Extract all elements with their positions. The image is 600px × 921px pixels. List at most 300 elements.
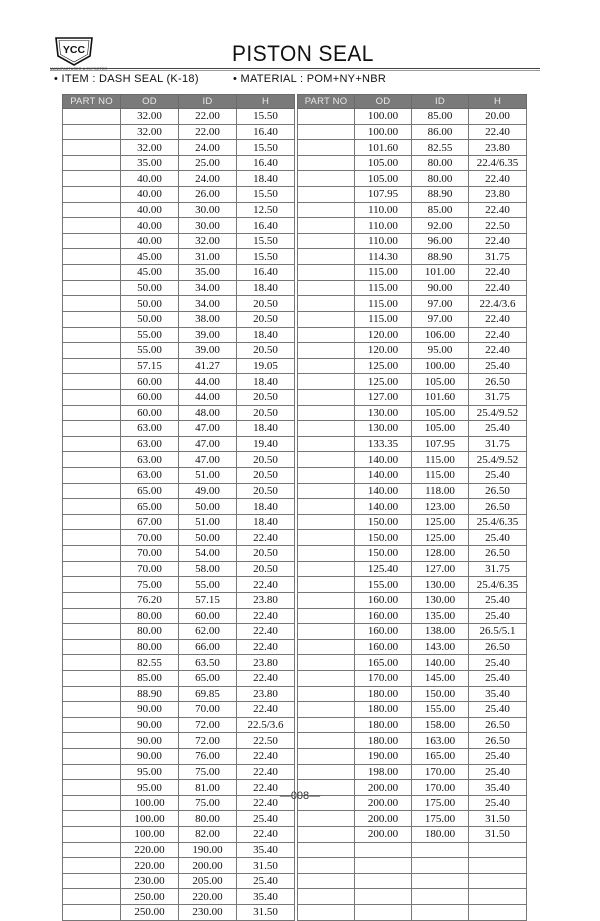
id-cell: 135.00 bbox=[412, 608, 469, 624]
h-cell: 18.40 bbox=[237, 327, 295, 343]
table-row bbox=[298, 405, 527, 421]
h-cell: 25.40 bbox=[469, 421, 527, 437]
id-cell: 58.00 bbox=[179, 561, 237, 577]
od-cell: 140.00 bbox=[355, 483, 412, 499]
table-row bbox=[298, 499, 527, 515]
id-cell: 38.00 bbox=[179, 311, 237, 327]
part-no-cell bbox=[298, 639, 355, 655]
id-cell: 75.00 bbox=[179, 795, 237, 811]
h-cell: 20.50 bbox=[237, 452, 295, 468]
part-no-cell bbox=[298, 514, 355, 530]
id-cell bbox=[412, 873, 469, 889]
h-cell: 25.40 bbox=[469, 795, 527, 811]
logo-text: YCC bbox=[62, 44, 86, 56]
part-no-cell bbox=[298, 374, 355, 390]
table-row bbox=[63, 421, 295, 437]
od-cell: 70.00 bbox=[121, 561, 179, 577]
od-cell: 220.00 bbox=[121, 858, 179, 874]
h-cell: 18.40 bbox=[237, 421, 295, 437]
h-cell: 25.40 bbox=[469, 670, 527, 686]
table-row bbox=[63, 842, 295, 858]
part-no-cell bbox=[298, 405, 355, 421]
id-cell: 55.00 bbox=[179, 577, 237, 593]
table-row bbox=[298, 702, 527, 718]
h-cell: 20.00 bbox=[469, 109, 527, 125]
part-no-cell bbox=[63, 233, 121, 249]
id-cell: 220.00 bbox=[179, 889, 237, 905]
od-cell: 76.20 bbox=[121, 592, 179, 608]
od-cell: 200.00 bbox=[355, 827, 412, 843]
id-cell: 76.00 bbox=[179, 748, 237, 764]
od-cell: 70.00 bbox=[121, 546, 179, 562]
part-no-cell bbox=[63, 202, 121, 218]
od-cell: 32.00 bbox=[121, 140, 179, 156]
id-cell: 75.00 bbox=[179, 764, 237, 780]
h-cell: 22.40 bbox=[469, 343, 527, 359]
table-row bbox=[298, 827, 527, 843]
part-no-cell bbox=[63, 421, 121, 437]
table-header-row bbox=[63, 95, 295, 109]
id-cell: 97.00 bbox=[412, 311, 469, 327]
od-cell: 90.00 bbox=[121, 702, 179, 718]
od-cell: 160.00 bbox=[355, 608, 412, 624]
id-cell: 44.00 bbox=[179, 374, 237, 390]
table-row bbox=[63, 249, 295, 265]
od-cell: 170.00 bbox=[355, 670, 412, 686]
table-row bbox=[63, 358, 295, 374]
h-cell: 19.40 bbox=[237, 436, 295, 452]
od-cell bbox=[355, 858, 412, 874]
table-row bbox=[298, 561, 527, 577]
table-row bbox=[63, 187, 295, 203]
table-row bbox=[63, 218, 295, 234]
table-row bbox=[298, 546, 527, 562]
page-number: —008— bbox=[279, 790, 321, 802]
id-cell: 57.15 bbox=[179, 592, 237, 608]
id-cell: 62.00 bbox=[179, 624, 237, 640]
part-no-cell bbox=[63, 358, 121, 374]
id-cell: 54.00 bbox=[179, 546, 237, 562]
id-cell: 34.00 bbox=[179, 280, 237, 296]
h-cell: 26.50 bbox=[469, 733, 527, 749]
header-id: ID bbox=[412, 95, 469, 109]
part-no-cell bbox=[63, 296, 121, 312]
id-cell: 101.60 bbox=[412, 389, 469, 405]
od-cell: 140.00 bbox=[355, 452, 412, 468]
id-cell: 72.00 bbox=[179, 733, 237, 749]
table-row bbox=[63, 561, 295, 577]
h-cell: 22.40 bbox=[237, 608, 295, 624]
header-od: OD bbox=[355, 95, 412, 109]
h-cell: 31.75 bbox=[469, 561, 527, 577]
table-row bbox=[63, 374, 295, 390]
id-cell: 22.00 bbox=[179, 109, 237, 125]
part-no-cell bbox=[63, 311, 121, 327]
id-cell: 47.00 bbox=[179, 452, 237, 468]
h-cell: 26.50 bbox=[469, 639, 527, 655]
table-row bbox=[63, 155, 295, 171]
part-no-cell bbox=[63, 530, 121, 546]
h-cell: 25.4/6.35 bbox=[469, 514, 527, 530]
id-cell: 60.00 bbox=[179, 608, 237, 624]
h-cell: 22.40 bbox=[237, 764, 295, 780]
od-cell: 63.00 bbox=[121, 468, 179, 484]
table-row bbox=[63, 452, 295, 468]
part-no-cell bbox=[63, 218, 121, 234]
od-cell: 90.00 bbox=[121, 748, 179, 764]
table-row bbox=[298, 608, 527, 624]
part-no-cell bbox=[63, 811, 121, 827]
id-cell: 190.00 bbox=[179, 842, 237, 858]
od-cell: 40.00 bbox=[121, 171, 179, 187]
part-no-cell bbox=[298, 249, 355, 265]
h-cell: 15.50 bbox=[237, 109, 295, 125]
h-cell: 25.40 bbox=[469, 608, 527, 624]
od-cell: 63.00 bbox=[121, 421, 179, 437]
id-cell: 170.00 bbox=[412, 780, 469, 796]
part-no-cell bbox=[63, 468, 121, 484]
id-cell: 35.00 bbox=[179, 265, 237, 281]
h-cell: 16.40 bbox=[237, 265, 295, 281]
od-cell: 130.00 bbox=[355, 405, 412, 421]
od-cell: 250.00 bbox=[121, 889, 179, 905]
h-cell: 22.4/3.6 bbox=[469, 296, 527, 312]
table-row bbox=[63, 124, 295, 140]
od-cell: 110.00 bbox=[355, 233, 412, 249]
part-no-cell bbox=[298, 202, 355, 218]
od-cell: 82.55 bbox=[121, 655, 179, 671]
table-row bbox=[298, 686, 527, 702]
h-cell: 22.40 bbox=[237, 827, 295, 843]
table-row bbox=[298, 592, 527, 608]
part-no-cell bbox=[298, 499, 355, 515]
table-row bbox=[298, 311, 527, 327]
table-row bbox=[63, 327, 295, 343]
part-no-cell bbox=[298, 764, 355, 780]
table-row bbox=[63, 311, 295, 327]
id-cell: 92.00 bbox=[412, 218, 469, 234]
od-cell: 40.00 bbox=[121, 202, 179, 218]
part-no-cell bbox=[298, 327, 355, 343]
id-cell: 32.00 bbox=[179, 233, 237, 249]
table-row bbox=[298, 624, 527, 640]
table-row bbox=[298, 873, 527, 889]
table-row bbox=[298, 233, 527, 249]
header-h: H bbox=[469, 95, 527, 109]
part-no-cell bbox=[63, 873, 121, 889]
table-row bbox=[63, 686, 295, 702]
id-cell: 115.00 bbox=[412, 468, 469, 484]
id-cell: 82.00 bbox=[179, 827, 237, 843]
id-cell: 51.00 bbox=[179, 514, 237, 530]
h-cell: 23.80 bbox=[237, 655, 295, 671]
table-row bbox=[298, 327, 527, 343]
od-cell: 125.00 bbox=[355, 374, 412, 390]
od-cell: 50.00 bbox=[121, 296, 179, 312]
h-cell: 25.40 bbox=[469, 592, 527, 608]
id-cell: 31.00 bbox=[179, 249, 237, 265]
table-row bbox=[63, 389, 295, 405]
od-cell: 200.00 bbox=[355, 780, 412, 796]
table-row bbox=[298, 187, 527, 203]
h-cell bbox=[469, 889, 527, 905]
od-cell: 105.00 bbox=[355, 171, 412, 187]
od-cell bbox=[355, 889, 412, 905]
h-cell: 35.40 bbox=[237, 842, 295, 858]
id-cell: 230.00 bbox=[179, 905, 237, 921]
table-row bbox=[298, 265, 527, 281]
od-cell: 60.00 bbox=[121, 405, 179, 421]
od-cell: 200.00 bbox=[355, 811, 412, 827]
part-no-cell bbox=[63, 187, 121, 203]
id-cell: 127.00 bbox=[412, 561, 469, 577]
h-cell: 25.4/6.35 bbox=[469, 577, 527, 593]
od-cell: 165.00 bbox=[355, 655, 412, 671]
id-cell: 107.95 bbox=[412, 436, 469, 452]
part-no-cell bbox=[298, 124, 355, 140]
od-cell: 107.95 bbox=[355, 187, 412, 203]
table-row bbox=[63, 764, 295, 780]
table-row bbox=[63, 733, 295, 749]
table-row bbox=[298, 655, 527, 671]
od-cell bbox=[355, 905, 412, 921]
part-no-cell bbox=[298, 187, 355, 203]
id-cell: 82.55 bbox=[412, 140, 469, 156]
part-no-cell bbox=[298, 733, 355, 749]
h-cell: 25.40 bbox=[469, 655, 527, 671]
id-cell: 140.00 bbox=[412, 655, 469, 671]
part-no-cell bbox=[298, 483, 355, 499]
od-cell: 114.30 bbox=[355, 249, 412, 265]
header-h: H bbox=[237, 95, 295, 109]
table-row bbox=[63, 233, 295, 249]
h-cell: 26.50 bbox=[469, 483, 527, 499]
id-cell: 175.00 bbox=[412, 811, 469, 827]
od-cell: 50.00 bbox=[121, 280, 179, 296]
id-cell: 125.00 bbox=[412, 514, 469, 530]
h-cell: 26.50 bbox=[469, 374, 527, 390]
od-cell: 160.00 bbox=[355, 624, 412, 640]
part-no-cell bbox=[298, 811, 355, 827]
table-row bbox=[298, 436, 527, 452]
od-cell: 180.00 bbox=[355, 686, 412, 702]
part-no-cell bbox=[298, 624, 355, 640]
h-cell: 15.50 bbox=[237, 233, 295, 249]
part-no-cell bbox=[63, 702, 121, 718]
h-cell: 25.40 bbox=[469, 702, 527, 718]
id-cell: 143.00 bbox=[412, 639, 469, 655]
table-row bbox=[63, 858, 295, 874]
table-row bbox=[63, 592, 295, 608]
h-cell: 22.50 bbox=[469, 218, 527, 234]
od-cell: 115.00 bbox=[355, 311, 412, 327]
part-no-cell bbox=[298, 858, 355, 874]
id-cell: 86.00 bbox=[412, 124, 469, 140]
table-row bbox=[63, 343, 295, 359]
h-cell bbox=[469, 858, 527, 874]
od-cell bbox=[355, 842, 412, 858]
part-no-cell bbox=[298, 546, 355, 562]
part-no-cell bbox=[298, 171, 355, 187]
od-cell: 198.00 bbox=[355, 764, 412, 780]
part-no-cell bbox=[298, 655, 355, 671]
part-no-cell bbox=[298, 670, 355, 686]
table-row bbox=[298, 202, 527, 218]
table-row bbox=[63, 624, 295, 640]
table-row bbox=[298, 421, 527, 437]
od-cell: 100.00 bbox=[355, 109, 412, 125]
table-header-row bbox=[298, 95, 527, 109]
h-cell bbox=[469, 905, 527, 921]
table-row bbox=[298, 577, 527, 593]
part-no-cell bbox=[63, 858, 121, 874]
od-cell: 140.00 bbox=[355, 468, 412, 484]
table-row bbox=[298, 811, 527, 827]
part-no-cell bbox=[298, 389, 355, 405]
part-no-cell bbox=[63, 436, 121, 452]
table-row bbox=[63, 827, 295, 843]
id-cell: 200.00 bbox=[179, 858, 237, 874]
h-cell: 25.40 bbox=[469, 764, 527, 780]
od-cell: 200.00 bbox=[355, 795, 412, 811]
od-cell: 40.00 bbox=[121, 233, 179, 249]
part-no-cell bbox=[298, 873, 355, 889]
id-cell: 138.00 bbox=[412, 624, 469, 640]
part-no-cell bbox=[298, 280, 355, 296]
od-cell: 85.00 bbox=[121, 670, 179, 686]
h-cell: 15.50 bbox=[237, 249, 295, 265]
part-no-cell bbox=[63, 452, 121, 468]
table-row bbox=[298, 358, 527, 374]
h-cell: 12.50 bbox=[237, 202, 295, 218]
header-divider bbox=[50, 68, 540, 69]
part-no-cell bbox=[298, 140, 355, 156]
h-cell: 26.50 bbox=[469, 546, 527, 562]
id-cell bbox=[412, 842, 469, 858]
h-cell: 22.40 bbox=[237, 780, 295, 796]
id-cell: 88.90 bbox=[412, 249, 469, 265]
id-cell: 150.00 bbox=[412, 686, 469, 702]
h-cell: 22.4/6.35 bbox=[469, 155, 527, 171]
part-no-cell bbox=[63, 717, 121, 733]
part-no-cell bbox=[63, 265, 121, 281]
od-cell: 88.90 bbox=[121, 686, 179, 702]
h-cell: 20.50 bbox=[237, 468, 295, 484]
h-cell: 31.75 bbox=[469, 436, 527, 452]
id-cell: 39.00 bbox=[179, 327, 237, 343]
table-row bbox=[298, 374, 527, 390]
id-cell: 163.00 bbox=[412, 733, 469, 749]
table-row bbox=[63, 265, 295, 281]
part-no-cell bbox=[63, 124, 121, 140]
od-cell: 80.00 bbox=[121, 624, 179, 640]
id-cell: 41.27 bbox=[179, 358, 237, 374]
od-cell: 100.00 bbox=[121, 827, 179, 843]
od-cell: 127.00 bbox=[355, 389, 412, 405]
h-cell: 22.40 bbox=[469, 233, 527, 249]
od-cell: 230.00 bbox=[121, 873, 179, 889]
id-cell: 130.00 bbox=[412, 592, 469, 608]
table-row bbox=[298, 343, 527, 359]
h-cell: 31.50 bbox=[237, 905, 295, 921]
od-cell: 50.00 bbox=[121, 311, 179, 327]
od-cell: 63.00 bbox=[121, 452, 179, 468]
h-cell: 22.40 bbox=[469, 171, 527, 187]
od-cell: 75.00 bbox=[121, 577, 179, 593]
od-cell: 95.00 bbox=[121, 764, 179, 780]
od-cell: 57.15 bbox=[121, 358, 179, 374]
part-no-cell bbox=[298, 842, 355, 858]
id-cell: 80.00 bbox=[412, 171, 469, 187]
part-no-cell bbox=[298, 686, 355, 702]
table-row bbox=[63, 717, 295, 733]
h-cell: 25.40 bbox=[237, 811, 295, 827]
id-cell: 125.00 bbox=[412, 530, 469, 546]
h-cell: 20.50 bbox=[237, 343, 295, 359]
id-cell: 105.00 bbox=[412, 421, 469, 437]
part-no-cell bbox=[298, 748, 355, 764]
table-row bbox=[63, 577, 295, 593]
od-cell: 55.00 bbox=[121, 343, 179, 359]
id-cell: 101.00 bbox=[412, 265, 469, 281]
id-cell: 30.00 bbox=[179, 202, 237, 218]
part-no-cell bbox=[63, 733, 121, 749]
h-cell: 25.4/9.52 bbox=[469, 405, 527, 421]
h-cell: 23.80 bbox=[237, 592, 295, 608]
table-row bbox=[63, 546, 295, 562]
id-cell: 155.00 bbox=[412, 702, 469, 718]
od-cell: 101.60 bbox=[355, 140, 412, 156]
od-cell: 95.00 bbox=[121, 780, 179, 796]
part-no-cell bbox=[63, 546, 121, 562]
part-no-cell bbox=[63, 889, 121, 905]
id-cell: 145.00 bbox=[412, 670, 469, 686]
h-cell: 22.40 bbox=[469, 327, 527, 343]
h-cell: 22.40 bbox=[469, 124, 527, 140]
od-cell: 80.00 bbox=[121, 639, 179, 655]
part-no-cell bbox=[298, 218, 355, 234]
part-no-cell bbox=[298, 358, 355, 374]
header-part-no: PART NO bbox=[298, 95, 355, 109]
h-cell: 22.40 bbox=[237, 639, 295, 655]
part-no-cell bbox=[63, 577, 121, 593]
part-no-cell bbox=[63, 374, 121, 390]
part-no-cell bbox=[63, 343, 121, 359]
table-row bbox=[298, 296, 527, 312]
part-no-cell bbox=[63, 905, 121, 921]
od-cell: 155.00 bbox=[355, 577, 412, 593]
od-cell bbox=[355, 873, 412, 889]
id-cell: 180.00 bbox=[412, 827, 469, 843]
item-label: • ITEM : DASH SEAL (K-18) bbox=[54, 73, 199, 85]
id-cell bbox=[412, 889, 469, 905]
part-no-cell bbox=[63, 592, 121, 608]
id-cell: 72.00 bbox=[179, 717, 237, 733]
h-cell: 18.40 bbox=[237, 171, 295, 187]
h-cell: 18.40 bbox=[237, 499, 295, 515]
table-row bbox=[298, 748, 527, 764]
od-cell: 40.00 bbox=[121, 187, 179, 203]
od-cell: 150.00 bbox=[355, 514, 412, 530]
h-cell: 25.40 bbox=[469, 530, 527, 546]
h-cell: 20.50 bbox=[237, 546, 295, 562]
id-cell: 106.00 bbox=[412, 327, 469, 343]
od-cell: 130.00 bbox=[355, 421, 412, 437]
h-cell: 16.40 bbox=[237, 155, 295, 171]
od-cell: 45.00 bbox=[121, 265, 179, 281]
od-cell: 180.00 bbox=[355, 702, 412, 718]
h-cell bbox=[469, 842, 527, 858]
